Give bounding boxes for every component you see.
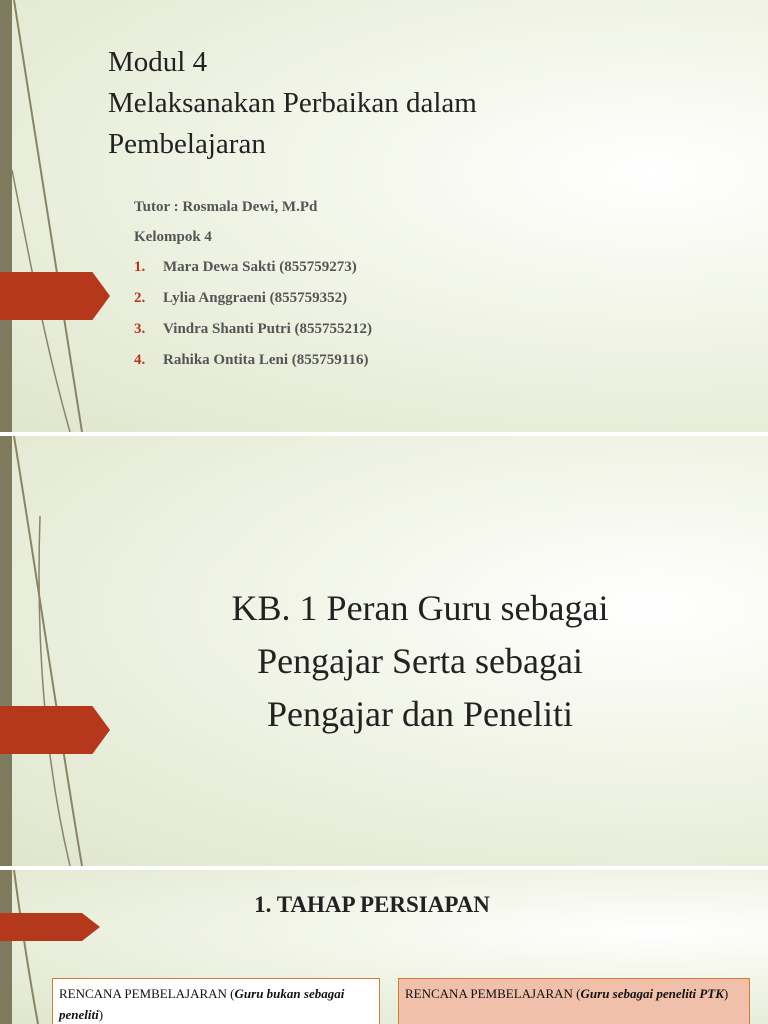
title-line: Pembelajaran [108,128,266,160]
member-name: Lylia Anggraeni (855759352) [163,290,348,306]
section-title [140,582,700,741]
title-line: KB. 1 Peran Guru sebagai [231,588,609,628]
member-name: Mara Dewa Sakti (855759273) [163,259,357,275]
box-italic: Guru bukan sebagai peneliti [59,986,345,1022]
box-close: ) [98,1007,104,1022]
group-text: Kelompok 4 [134,229,212,245]
box-label: RENCANA PEMBELAJARAN ( [59,986,235,1001]
slide-1 [0,0,768,432]
meta-block [134,192,317,252]
list-number: 1. [134,259,146,275]
title-line: Modul 4 [108,46,208,78]
slide-3 [0,870,768,1024]
plan-box-non-researcher [52,978,380,1024]
list-number: 4. [134,352,146,368]
list-item [134,345,372,376]
member-name: Rahika Ontita Leni (855759116) [163,352,369,368]
member-list [134,252,372,376]
title-line: Melaksanakan Perbaikan dalam [108,87,477,119]
member-name: Vindra Shanti Putri (855755212) [163,321,373,337]
list-item [134,314,372,345]
box-label: RENCANA PEMBELAJARAN ( [405,986,581,1001]
list-number: 2. [134,290,146,306]
slide-2 [0,436,768,866]
decorative-lines [0,436,120,866]
accent-tab [0,706,110,754]
title-line: Pengajar Serta sebagai [257,641,583,681]
title-line: Pengajar dan Peneliti [267,694,573,734]
box-close: ) [723,986,729,1001]
list-item [134,283,372,314]
box-italic: Guru sebagai peneliti PTK [580,986,724,1001]
module-title [108,42,477,165]
tutor-text: Tutor : Rosmala Dewi, M.Pd [134,199,318,215]
decorative-lines [0,0,120,432]
stage-heading: 1. TAHAP PERSIAPAN [254,892,490,917]
list-number: 3. [134,321,146,337]
plan-box-researcher [398,978,750,1024]
list-item [134,252,372,283]
accent-tab [0,272,110,320]
